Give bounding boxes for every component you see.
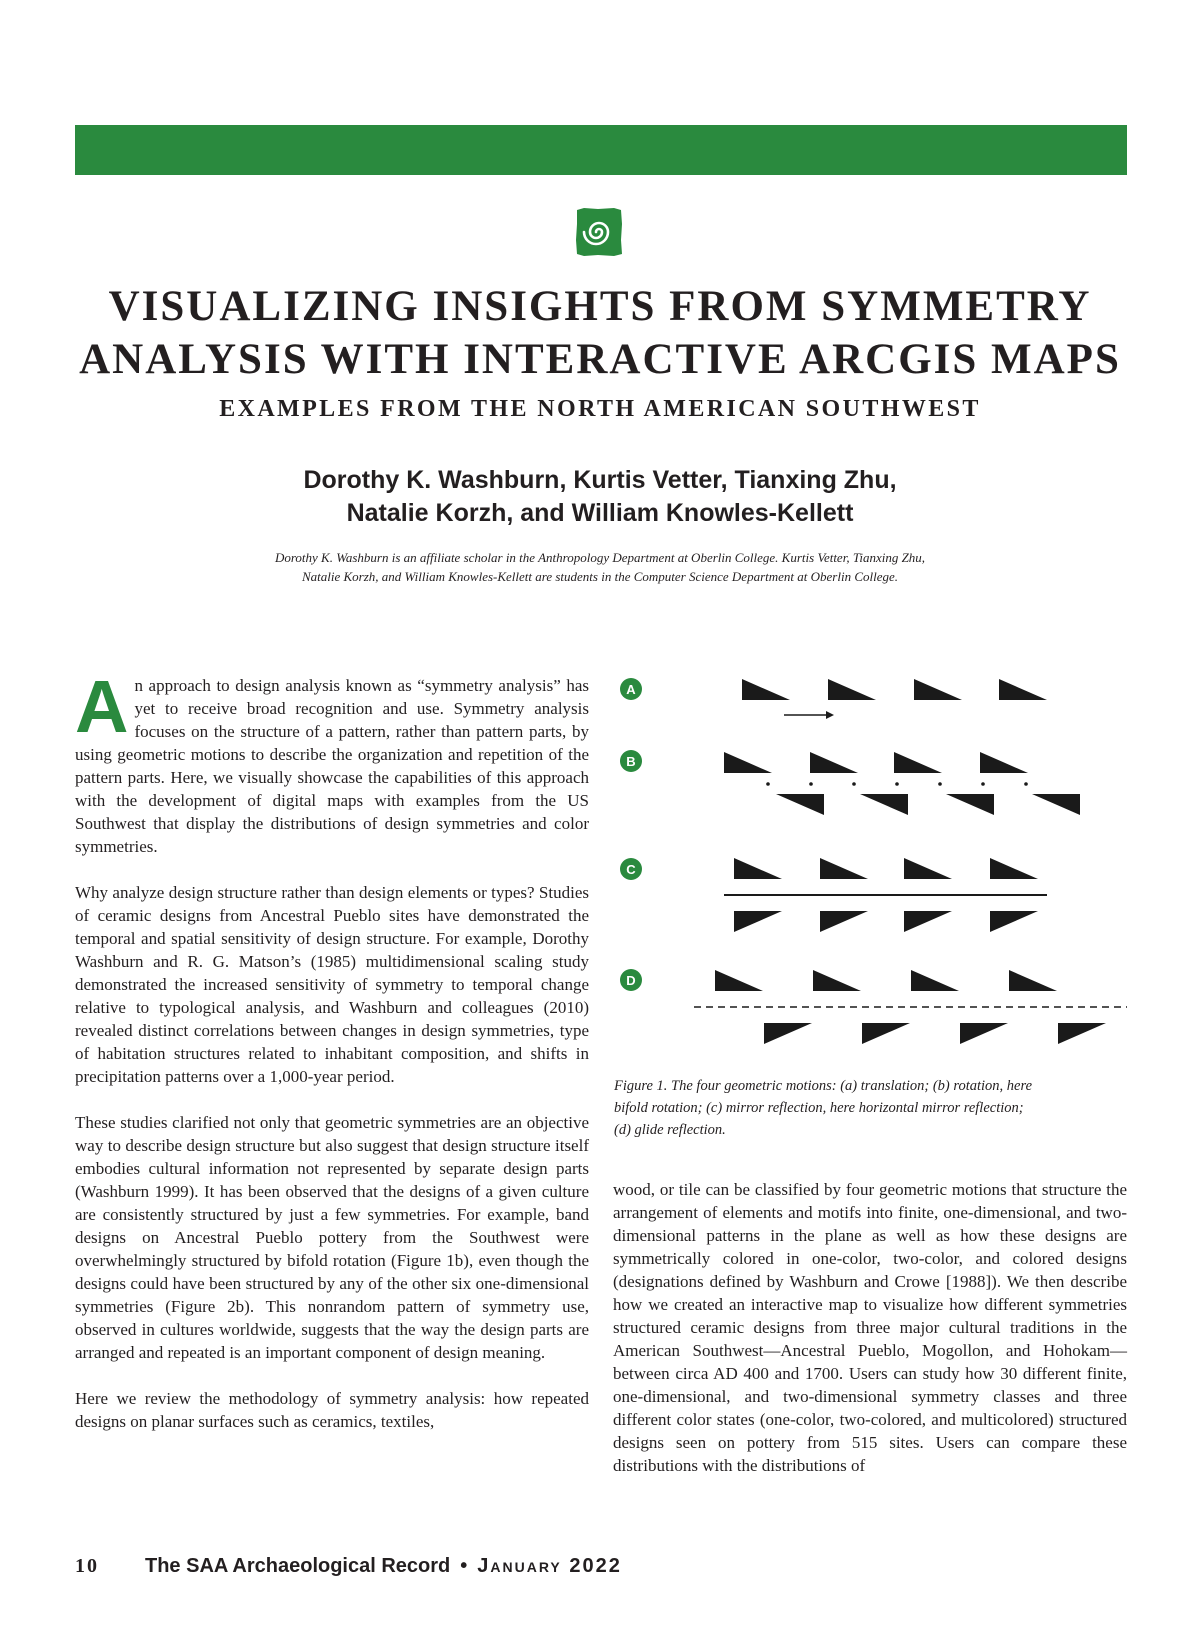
svg-text:D: D <box>626 973 636 988</box>
caption-line-1: Figure 1. The four geometric motions: (a) translation; (b) rotation, here <box>614 1078 1033 1094</box>
figure-label-d <box>620 969 642 991</box>
glide-motifs-top <box>715 970 1057 991</box>
paragraph-2: Why analyze design structure rather than design elements or types? Studies of ceramic designs from Ancestral Pueblo sites have demonstrated the temporal and spatial sensitivity of design structure. For example, Dorothy Washburn and R. G. Matson’s (1985) multidimensional scaling study demonstrated the increased sensitivity of symmetry to temporal change relative to typological analysis, and Washburn and colleagues (2010) revealed distinct correlations between changes in design symmetries, type of habitation structures related to inhabitant composition, and shifts in precipitation patterns over a 1,000-year period. <box>75 883 589 1086</box>
title-line-2: ANALYSIS WITH INTERACTIVE ARCGIS MAPS <box>79 336 1121 383</box>
mirror-motifs-top <box>734 858 1038 879</box>
figure-caption <box>614 1075 1126 1141</box>
mirror-motifs-bottom <box>734 911 1038 932</box>
affiliation-line-2: Natalie Korzh, and William Knowles-Kellett are students in the Computer Science Department at Oberlin College. <box>301 569 898 584</box>
rotation-motifs-top <box>724 752 1028 773</box>
caption-line-3: (d) glide reflection. <box>614 1122 726 1138</box>
footer-separator: • <box>460 1555 468 1577</box>
right-column <box>613 1178 1127 1477</box>
issue-date: January 2022 <box>477 1555 622 1577</box>
article-title <box>40 280 1160 386</box>
drop-cap: A <box>75 665 129 748</box>
figure-label-b <box>620 750 642 772</box>
authors-line-2: Natalie Korzh, and William Knowles-Kellett <box>346 499 854 527</box>
header-bar <box>75 125 1127 175</box>
paragraph-4: Here we review the methodology of symmetry analysis: how repeated designs on planar surfaces such as ceramics, textiles, <box>75 1389 589 1431</box>
article-subtitle: EXAMPLES FROM THE NORTH AMERICAN SOUTHWEST <box>219 396 981 422</box>
translation-motifs <box>742 679 1047 700</box>
figure-label-c <box>620 858 642 880</box>
authors-line-1: Dorothy K. Washburn, Kurtis Vetter, Tianxing Zhu, <box>303 466 897 494</box>
svg-text:A: A <box>626 682 636 697</box>
glide-motifs-bottom <box>764 1023 1106 1044</box>
symmetry-figure <box>612 668 1127 1048</box>
right-paragraph-1: wood, or tile can be classified by four geometric motions that structure the arrangement of elements and motifs into finite, one-dimensional, and two-dimensional patterns in the plane as well as how these designs are symmetrically colored in one-color, two-color, and colored designs (designations defined by Washburn and Crowe [1988]). We then describe how we created an interactive map to visualize how different symmetries structured ceramic designs from three major cultural traditions in the American Southwest—Ancestral Pueblo, Mogollon, and Hohokam—between circa AD 400 and 1700. Users can study how 30 different finite, one-dimensional, and two-dimensional symmetry classes and three different color states (one-color, two-colored, and multicolored) structured designs seen on pottery from 515 sites. Users can compare these distributions with the distributions of <box>613 1180 1127 1475</box>
affiliation-line-1: Dorothy K. Washburn is an affiliate scholar in the Anthropology Department at Oberlin College. Kurtis Vetter, Tianxing Zhu, <box>274 550 926 565</box>
left-column <box>75 665 589 1456</box>
figure-label-a <box>620 678 642 700</box>
caption-line-2: bifold rotation; (c) mirror reflection, here horizontal mirror reflection; <box>614 1100 1024 1116</box>
spiral-icon <box>574 206 624 258</box>
translation-arrow <box>784 711 834 719</box>
title-line-1: VISUALIZING INSIGHTS FROM SYMMETRY <box>108 283 1092 330</box>
author-affiliation <box>130 548 1070 586</box>
rotation-motifs-bottom <box>776 794 1080 815</box>
svg-text:C: C <box>626 862 636 877</box>
svg-text:B: B <box>626 754 636 769</box>
paragraph-1-text: n approach to design analysis known as “symmetry analysis” has yet to receive broad recognition and use. Symmetry analysis focuses on the structure of a pattern, rather than pattern parts, by using geometric motions to describe the organization and repetition of the pattern parts. Here, we visually showcase the capabilities of this approach with the development of digital maps with examples from the US Southwest that display the distributions of design symmetries and color symmetries. <box>75 676 589 856</box>
rotation-centers <box>766 782 1028 786</box>
paragraph-3: These studies clarified not only that geometric symmetries are an objective way to describe design structure but also suggest that design structure itself embodies cultural information not represented by separate design parts (Washburn 1999). It has been observed that the designs of a given culture are consistently structured by just a few symmetries. For example, band designs on Ancestral Pueblo pottery from the Southwest were overwhelmingly structured by bifold rotation (Figure 1b), even though the designs could have been structured by any of the other six one-dimensional symmetries (Figure 2b). This nonrandom pattern of symmetry use, observed in cultures worldwide, suggests that the way the design parts are arranged and repeated is an important component of design meaning. <box>75 1113 589 1362</box>
journal-name: The SAA Archaeological Record <box>145 1555 451 1577</box>
page-number: 10 <box>75 1555 99 1577</box>
page-footer <box>75 1555 622 1578</box>
paragraph-1 <box>75 665 589 858</box>
author-list <box>100 464 1100 530</box>
